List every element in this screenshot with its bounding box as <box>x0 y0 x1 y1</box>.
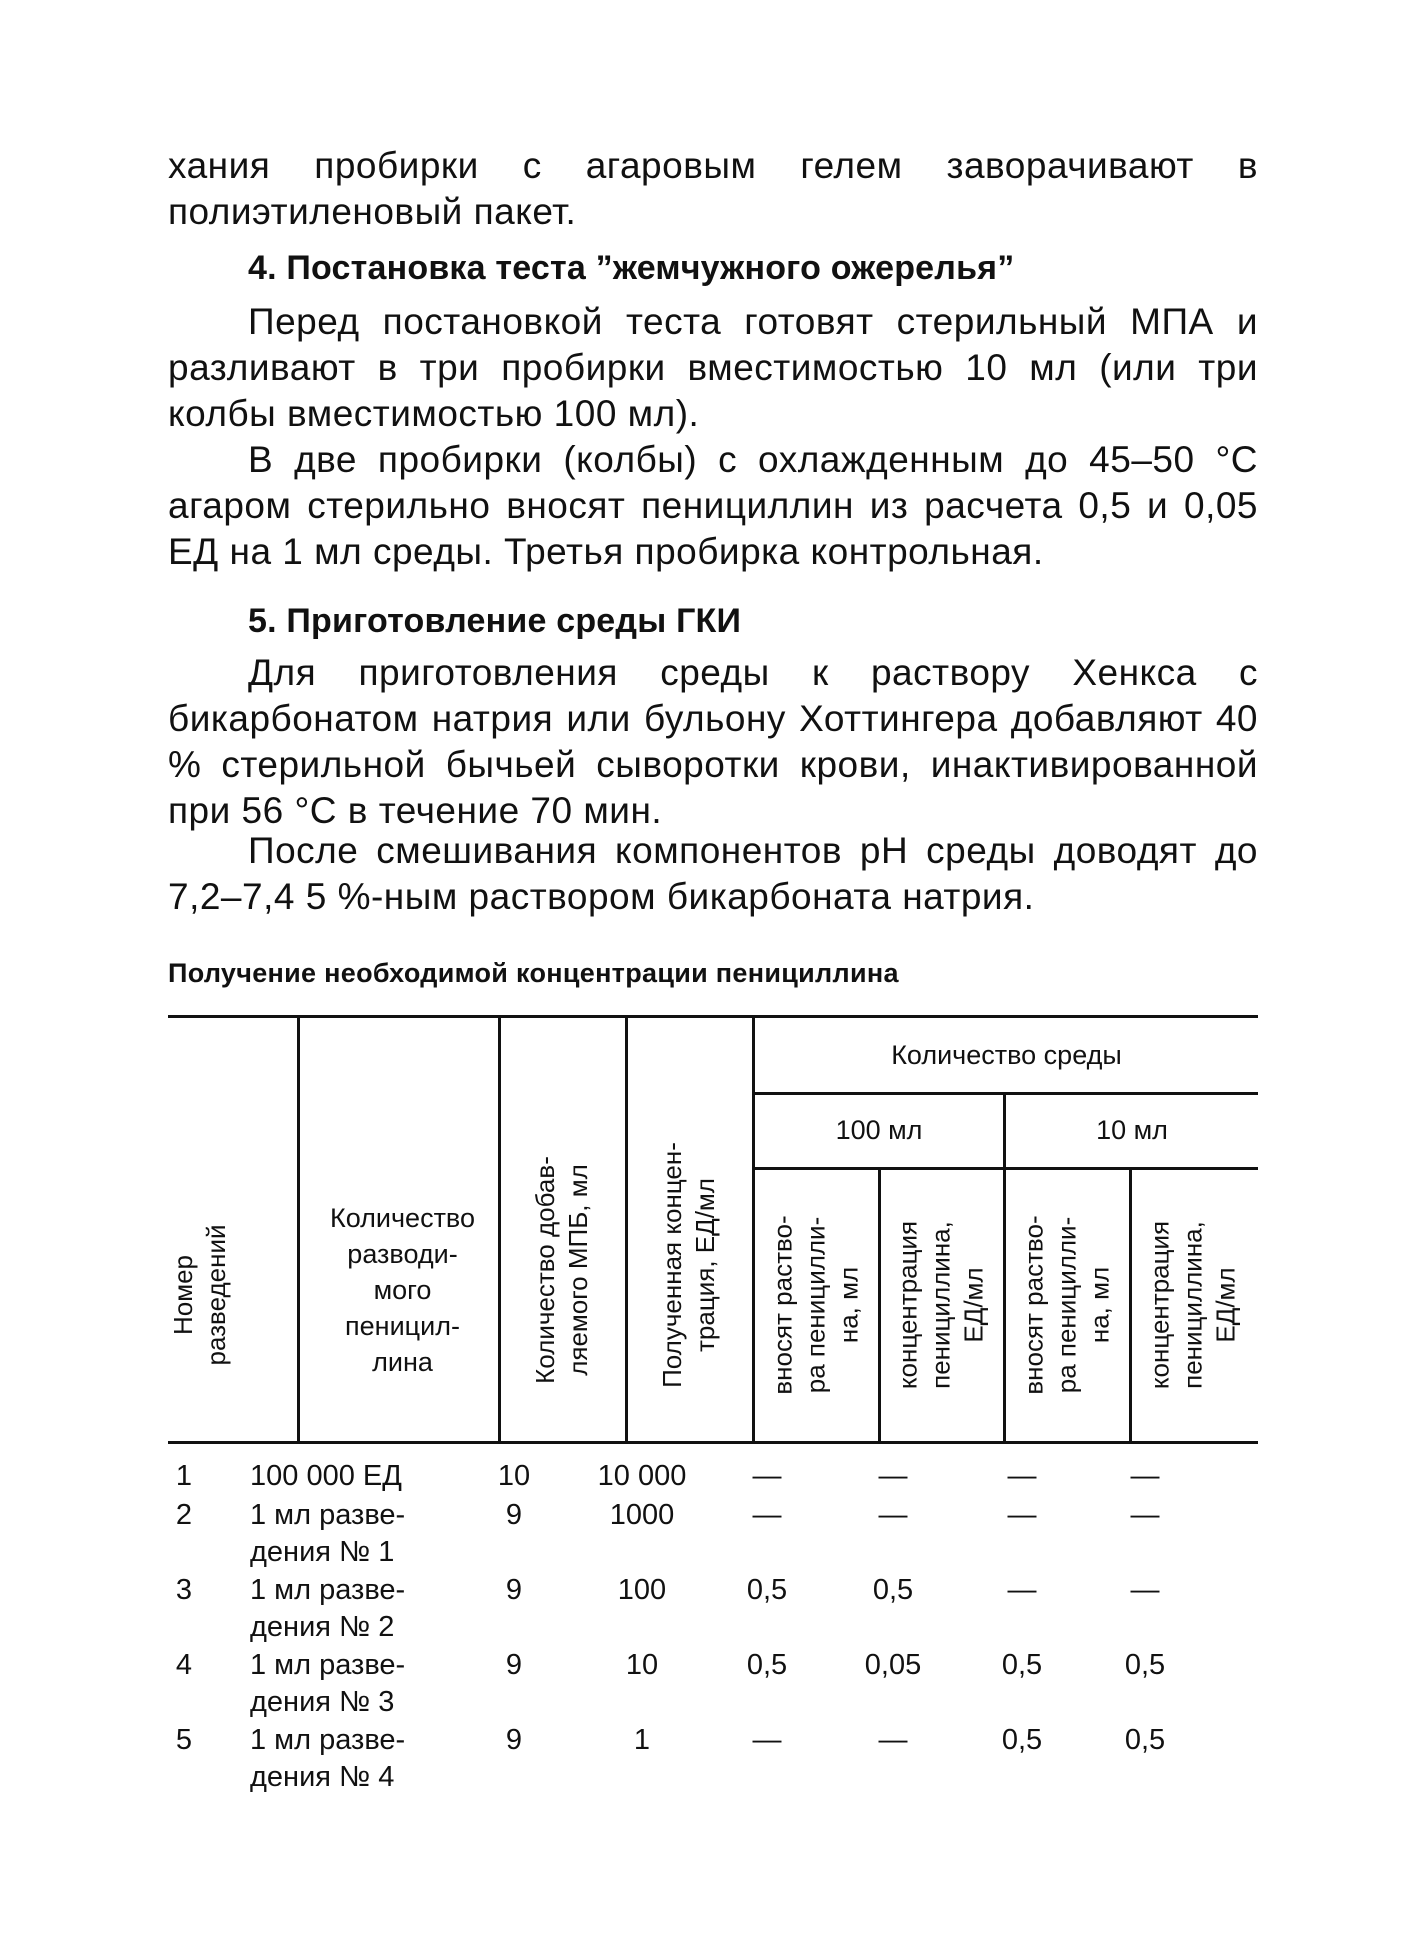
cell-concentration: 100 <box>617 1574 667 1606</box>
cell-concentration: 1000 <box>609 1499 675 1531</box>
cell-amount: 1 мл разве-дения № 3 <box>250 1649 406 1718</box>
cell-add-10: — <box>1007 1460 1037 1492</box>
header-number <box>167 1225 233 1366</box>
header-add-line: ра пеницилли- <box>1051 1216 1082 1394</box>
paragraph-test-setup: Перед постановкой теста готовят стерильный МПА и разливают в три пробирки вместимостью 10 мл (или три колбы вместимостью 100 мл). <box>168 301 1258 434</box>
header-amount-line: мого <box>373 1275 432 1305</box>
cell-mpb: 9 <box>505 1574 523 1606</box>
header-100ml <box>755 1112 1003 1148</box>
cell-amount: 1 мл разве-дения № 2 <box>250 1574 406 1643</box>
header-medium <box>755 1037 1258 1073</box>
header-pconc-10 <box>1144 1221 1243 1389</box>
header-add-line: на, мл <box>833 1266 864 1344</box>
cell-conc-100: — <box>878 1499 908 1531</box>
section-heading-4: 4. Постановка теста ”жемчужного ожерелья” <box>248 249 1015 287</box>
header-add-line: вносят раство- <box>1018 1215 1049 1395</box>
cell-conc-10: 0,5 <box>1124 1724 1166 1756</box>
header-mpb <box>529 1156 595 1384</box>
paragraph-medium-prep: Для приготовления среды к раствору Хенкса с бикарбонатом натрия или бульону Хоттингера добавляют 40 % стерильной бычьей сыворотки крови, инактивированной при 56 °С в течение 70 мин. <box>168 652 1258 831</box>
cell-concentration: 10 000 <box>597 1460 687 1492</box>
header-pconc-line: ЕД/мл <box>958 1267 989 1343</box>
header-amount-line: пеницил- <box>345 1311 460 1341</box>
header-10ml-label: 10 мл <box>1096 1115 1168 1145</box>
table-caption: Получение необходимой концентрации пенициллина <box>168 958 899 988</box>
header-bottom-rule <box>168 1441 1258 1444</box>
cell-number: 2 <box>175 1499 193 1531</box>
header-conc-line: Полученная концен- <box>657 1142 687 1388</box>
cell-add-100: — <box>752 1724 782 1756</box>
paragraph-penicillin: В две пробирки (колбы) с охлажденным до 45–50 °С агаром стерильно вносят пенициллин из расчета 0,5 и 0,05 ЕД на 1 мл среды. Третья пробирка контрольная. <box>168 439 1258 572</box>
header-number-line: разведений <box>201 1224 231 1366</box>
paragraph-ph: После смешивания компонентов рН среды доводят до 7,2–7,4 5 %-ным раствором бикарбоната натрия. <box>168 830 1258 917</box>
header-amount-line: Количество <box>330 1203 475 1233</box>
col-divider <box>752 1017 755 1443</box>
cell-add-10: — <box>1007 1574 1037 1606</box>
cell-mpb: 9 <box>505 1499 523 1531</box>
table-top-rule <box>168 1015 1258 1018</box>
cell-conc-100: — <box>878 1724 908 1756</box>
col-divider <box>878 1169 881 1443</box>
header-add-line: ра пеницилли- <box>800 1216 831 1394</box>
cell-add-10: 0,5 <box>1001 1724 1043 1756</box>
header-medium-label: Количество среды <box>891 1040 1122 1070</box>
cell-number: 4 <box>175 1649 193 1681</box>
header-pconc-line: концентрация <box>892 1220 923 1390</box>
cell-conc-100: — <box>878 1460 908 1492</box>
cell-conc-10: — <box>1130 1460 1160 1492</box>
cell-add-100: — <box>752 1460 782 1492</box>
cell-number: 5 <box>175 1724 193 1756</box>
header-add-line: вносят раство- <box>767 1215 798 1395</box>
header-add-line: на, мл <box>1084 1266 1115 1344</box>
header-add-100 <box>767 1215 866 1394</box>
header-conc-line: трация, ЕД/мл <box>690 1178 720 1353</box>
cell-amount: 1 мл разве-дения № 1 <box>250 1499 406 1568</box>
cell-number: 1 <box>175 1460 193 1492</box>
paragraph-continuation: хания пробирки с агаровым гелем заворачивают в полиэтиленовый пакет. <box>168 145 1258 232</box>
header-amount-line: лина <box>372 1347 433 1377</box>
col-divider <box>297 1017 300 1443</box>
cell-conc-10: — <box>1130 1574 1160 1606</box>
cell-mpb: 9 <box>505 1649 523 1681</box>
header-pconc-line: концентрация <box>1144 1220 1175 1390</box>
cell-conc-10: — <box>1130 1499 1160 1531</box>
cell-conc-100: 0,5 <box>872 1574 914 1606</box>
header-pconc-100 <box>892 1221 991 1389</box>
col-divider <box>625 1017 628 1443</box>
cell-add-100: 0,5 <box>746 1649 788 1681</box>
cell-mpb: 9 <box>505 1724 523 1756</box>
cell-concentration: 10 <box>625 1649 659 1681</box>
header-10ml <box>1006 1112 1258 1148</box>
cell-add-10: 0,5 <box>1001 1649 1043 1681</box>
cell-amount: 1 мл разве-дения № 4 <box>250 1724 406 1793</box>
section-heading-5: 5. Приготовление среды ГКИ <box>248 602 742 640</box>
cell-amount: 100 000 ЕД <box>250 1460 402 1492</box>
cell-mpb: 10 <box>497 1460 531 1492</box>
cell-add-100: — <box>752 1499 782 1531</box>
header-pconc-line: пенициллина, <box>925 1221 956 1389</box>
cell-conc-10: 0,5 <box>1124 1649 1166 1681</box>
header-concentration <box>656 1142 722 1388</box>
cell-conc-100: 0,05 <box>864 1649 922 1681</box>
cell-add-10: — <box>1007 1499 1037 1531</box>
cell-add-100: 0,5 <box>746 1574 788 1606</box>
header-add-10 <box>1018 1215 1117 1394</box>
header-mpb-line: Количество добав- <box>530 1156 560 1384</box>
header-pconc-line: пенициллина, <box>1177 1221 1208 1389</box>
col-divider <box>1129 1169 1132 1443</box>
header-100ml-label: 100 мл <box>835 1115 923 1145</box>
header-pconc-line: ЕД/мл <box>1210 1267 1241 1343</box>
header-amount-line: разводи- <box>347 1239 458 1269</box>
cell-concentration: 1 <box>633 1724 651 1756</box>
header-amount <box>305 1200 500 1380</box>
cell-number: 3 <box>175 1574 193 1606</box>
header-mpb-line: ляемого МПБ, мл <box>563 1164 593 1376</box>
header-number-line: Номер <box>168 1254 198 1336</box>
